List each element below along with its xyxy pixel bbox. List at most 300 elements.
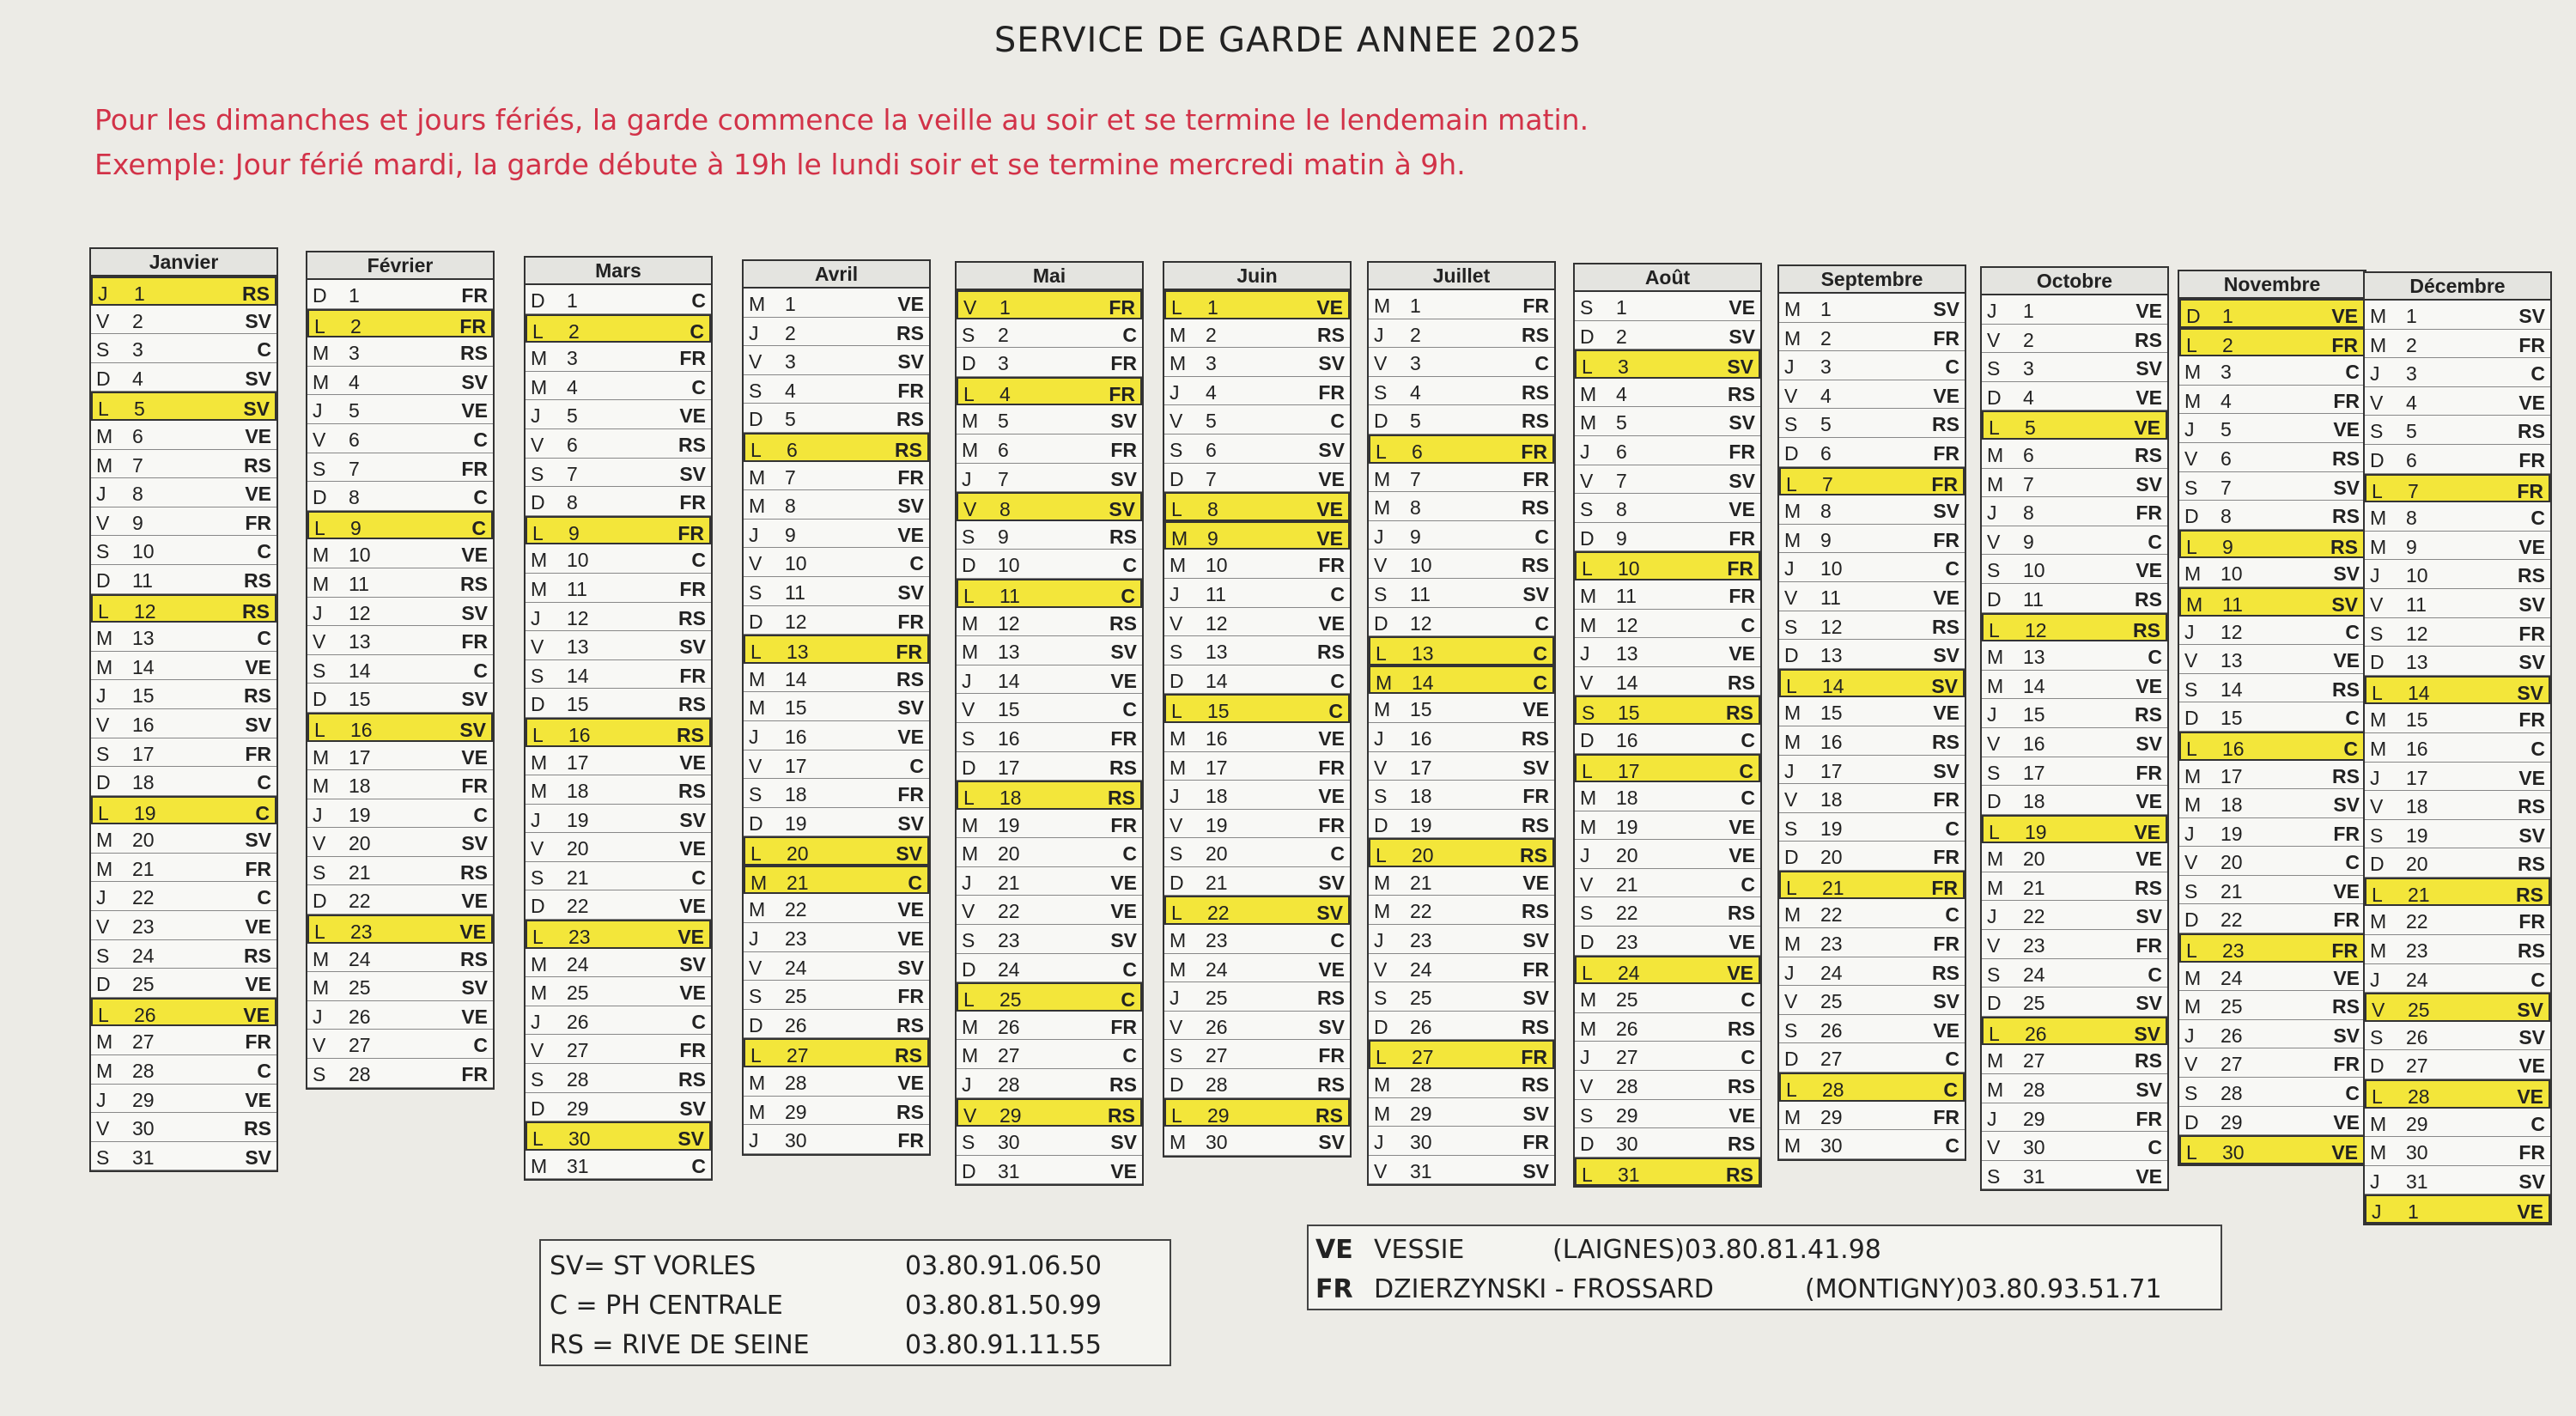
day-row — [1164, 1012, 1350, 1041]
day-row — [2365, 935, 2550, 964]
pharmacy-code: RS — [1522, 726, 1549, 750]
day-row — [1164, 982, 1350, 1012]
day-number: 29 — [2023, 1107, 2045, 1130]
day-number: 19 — [2025, 820, 2047, 843]
pharmacy-code: C — [257, 338, 271, 362]
day-row — [1369, 521, 1554, 550]
weekday: M — [2370, 737, 2387, 760]
weekday: V — [2372, 999, 2385, 1022]
day-row — [2179, 530, 2365, 559]
pharmacy-code: RS — [2518, 853, 2545, 876]
day-row — [91, 392, 276, 421]
weekday: S — [1374, 380, 1388, 404]
weekday: V — [1374, 352, 1388, 375]
weekday: S — [1987, 357, 2001, 380]
weekday: M — [2370, 507, 2387, 530]
weekday: D — [1580, 325, 1595, 348]
day-number: 29 — [567, 1097, 589, 1120]
day-number: 5 — [2025, 416, 2036, 440]
day-number: 26 — [2406, 1025, 2428, 1048]
pharmacy-code: FR — [2518, 622, 2545, 645]
day-number: 12 — [2406, 622, 2428, 645]
pharmacy-code: C — [691, 866, 706, 889]
pharmacy-code: FR — [2136, 761, 2162, 784]
day-number: 4 — [785, 379, 796, 402]
weekday: D — [531, 693, 545, 716]
day-number: 19 — [1616, 815, 1638, 838]
day-row — [307, 337, 493, 367]
pharmacy-code: C — [1534, 352, 1549, 375]
pharmacy-code: FR — [2517, 479, 2543, 502]
pharmacy-code: FR — [1522, 1131, 1549, 1154]
weekday: L — [2372, 883, 2383, 906]
weekday: S — [2184, 879, 2198, 902]
day-row — [957, 319, 1142, 349]
pharmacy-code: C — [1533, 642, 1547, 665]
pharmacy-code: SV — [245, 367, 271, 390]
day-number: 23 — [1820, 933, 1843, 956]
day-row — [1779, 553, 1965, 582]
weekday: V — [1580, 671, 1594, 694]
day-number: 24 — [2023, 963, 2045, 986]
pharmacy-code: FR — [1728, 526, 1755, 550]
day-number: 5 — [349, 399, 360, 422]
day-number: 26 — [2025, 1022, 2047, 1045]
day-number: 1 — [567, 289, 578, 312]
weekday: D — [962, 957, 976, 981]
day-row — [2179, 1020, 2365, 1049]
weekday: M — [1374, 698, 1391, 721]
day-row — [1369, 319, 1554, 349]
weekday: M — [1170, 929, 1187, 952]
pharmacy-code: FR — [1522, 467, 1549, 490]
weekday: V — [531, 433, 544, 456]
weekday: M — [1987, 443, 2004, 466]
day-number: 22 — [2023, 905, 2045, 928]
day-row — [2179, 933, 2365, 963]
day-number: 15 — [1618, 702, 1640, 725]
weekday: L — [98, 398, 109, 421]
pharmacy-code: RS — [1522, 496, 1549, 520]
day-row — [1575, 927, 1760, 956]
weekday: L — [750, 842, 762, 866]
day-row — [91, 334, 276, 363]
weekday: L — [1582, 557, 1593, 580]
pharmacy-code: C — [1945, 817, 1959, 840]
weekday: D — [96, 973, 111, 996]
day-number: 16 — [568, 723, 591, 746]
pharmacy-code: RS — [242, 283, 270, 305]
day-row — [1369, 290, 1554, 319]
day-row — [1982, 555, 2167, 584]
day-row — [2179, 761, 2365, 790]
weekday: L — [750, 1044, 762, 1067]
day-number: 1 — [1820, 298, 1832, 320]
day-row — [2179, 587, 2365, 617]
day-row — [744, 490, 929, 520]
pharmacy-code: VE — [2331, 305, 2358, 327]
weekday: D — [1987, 992, 2002, 1015]
day-number: 19 — [785, 811, 807, 835]
day-row — [1779, 697, 1965, 726]
month-0 — [89, 247, 278, 1172]
day-number: 18 — [999, 787, 1022, 810]
day-number: 22 — [998, 900, 1020, 923]
day-row — [744, 1067, 929, 1097]
weekday: S — [2184, 678, 2198, 701]
pharmacy-code: C — [1945, 1048, 1959, 1071]
weekday: S — [2184, 476, 2198, 499]
pharmacy-code: C — [691, 1010, 706, 1033]
weekday: L — [314, 516, 325, 539]
day-number: 22 — [567, 895, 589, 918]
weekday: J — [1170, 987, 1180, 1010]
weekday: J — [1784, 759, 1795, 782]
weekday: J — [96, 886, 106, 909]
weekday: S — [1374, 987, 1388, 1010]
pharmacy-code: SV — [1933, 298, 1959, 320]
pharmacy-code: VE — [245, 915, 271, 939]
day-number: 5 — [1206, 410, 1217, 433]
weekday: J — [1987, 501, 1997, 525]
pharmacy-code: VE — [897, 293, 924, 315]
weekday: J — [962, 669, 972, 692]
pharmacy-code: FR — [2333, 1053, 2360, 1076]
weekday: V — [96, 713, 110, 736]
weekday: S — [962, 525, 975, 548]
weekday: M — [531, 952, 548, 975]
day-row — [307, 742, 493, 771]
pharmacy-code: SV — [897, 956, 924, 979]
day-row — [1575, 1042, 1760, 1071]
day-number: 13 — [349, 630, 371, 653]
day-number: 10 — [2221, 562, 2243, 586]
weekday: S — [749, 985, 762, 1008]
weekday: L — [1786, 876, 1797, 899]
day-number: 22 — [132, 886, 155, 909]
weekday: D — [531, 491, 545, 514]
weekday: L — [1786, 472, 1797, 495]
weekday: V — [2184, 649, 2198, 672]
day-row — [744, 433, 929, 462]
day-row — [1164, 608, 1350, 637]
day-number: 13 — [998, 641, 1020, 664]
day-row — [1575, 754, 1760, 783]
day-row — [2179, 328, 2365, 357]
day-row — [1575, 523, 1760, 552]
day-number: 8 — [785, 495, 796, 518]
day-number: 23 — [1410, 929, 1432, 952]
pharmacy-code: VE — [2134, 416, 2160, 440]
weekday: D — [962, 1159, 976, 1182]
pharmacy-code: FR — [897, 610, 924, 633]
pharmacy-code: RS — [896, 1100, 924, 1123]
weekday: M — [749, 495, 766, 518]
weekday: S — [1987, 559, 2001, 582]
day-row — [957, 954, 1142, 983]
pharmacy-code: C — [1741, 988, 1755, 1012]
day-number: 30 — [2222, 1141, 2245, 1164]
day-row — [1369, 838, 1554, 867]
day-number: 7 — [567, 462, 578, 485]
day-row — [1982, 497, 2167, 526]
day-number: 29 — [132, 1088, 155, 1111]
day-number: 29 — [1207, 1103, 1230, 1127]
pharmacy-code: SV — [1522, 756, 1549, 779]
day-number: 9 — [2222, 535, 2233, 558]
day-row — [1164, 521, 1350, 550]
day-row — [1779, 525, 1965, 554]
pharmacy-code: SV — [2333, 1024, 2360, 1047]
pharmacy-code: SV — [1318, 1131, 1345, 1154]
pharmacy-code: FR — [897, 379, 924, 402]
weekday: L — [532, 1127, 544, 1151]
day-row — [744, 1038, 929, 1067]
day-number: 14 — [998, 669, 1020, 692]
pharmacy-code: VE — [1728, 642, 1755, 665]
pharmacy-code: RS — [2332, 505, 2360, 528]
pharmacy-code: RS — [678, 433, 706, 456]
pharmacy-code: VE — [1522, 698, 1549, 721]
weekday: D — [1784, 441, 1799, 465]
month-9 — [1980, 266, 2169, 1191]
pharmacy-code: SV — [2136, 992, 2162, 1015]
pharmacy-code: RS — [1317, 641, 1345, 664]
day-number: 11 — [1820, 586, 1841, 609]
weekday: M — [2184, 361, 2202, 384]
day-number: 4 — [2406, 391, 2417, 414]
weekday: D — [2370, 1054, 2385, 1078]
weekday: L — [963, 584, 975, 607]
day-row — [744, 1010, 929, 1039]
weekday: M — [749, 667, 766, 690]
weekday: M — [1170, 957, 1187, 981]
weekday: J — [1170, 785, 1180, 808]
day-number: 30 — [1206, 1131, 1228, 1154]
weekday: M — [1374, 900, 1391, 923]
weekday: S — [1784, 413, 1798, 436]
weekday: M — [96, 627, 113, 650]
weekday: V — [749, 956, 762, 979]
weekday: L — [1171, 296, 1182, 319]
pharmacy-code: SV — [1110, 1131, 1137, 1154]
day-number: 30 — [1616, 1133, 1638, 1156]
day-number: 10 — [1820, 557, 1843, 580]
weekday: D — [1170, 871, 1184, 894]
pharmacy-code: VE — [245, 1088, 271, 1111]
day-row — [1779, 1102, 1965, 1131]
day-row — [91, 796, 276, 825]
day-row — [1164, 838, 1350, 867]
day-row — [744, 289, 929, 318]
pharmacy-code: SV — [2333, 476, 2360, 499]
weekday: M — [531, 347, 548, 370]
day-row — [1779, 726, 1965, 756]
day-number: 1 — [785, 293, 796, 315]
day-row — [1369, 1012, 1554, 1041]
day-number: 6 — [1820, 441, 1832, 465]
day-number: 15 — [2406, 708, 2428, 732]
day-number: 13 — [787, 641, 809, 664]
weekday: M — [1580, 613, 1597, 636]
pharmacy-code: SV — [896, 842, 922, 866]
weekday: M — [2370, 1141, 2387, 1164]
day-number: 19 — [998, 813, 1020, 836]
day-row — [1575, 638, 1760, 667]
day-number: 13 — [2023, 646, 2045, 669]
day-row — [1369, 752, 1554, 781]
weekday: M — [2370, 708, 2387, 732]
weekday: M — [2186, 593, 2203, 616]
weekday: M — [750, 871, 768, 894]
day-number: 15 — [349, 688, 371, 711]
day-number: 17 — [785, 754, 807, 777]
day-number: 2 — [132, 309, 143, 332]
weekday: J — [2184, 1024, 2195, 1047]
weekday: M — [2184, 793, 2202, 817]
day-number: 21 — [998, 871, 1020, 894]
day-row — [1779, 928, 1965, 957]
day-row — [526, 285, 711, 314]
day-number: 8 — [999, 498, 1011, 521]
weekday: L — [532, 723, 544, 746]
pharmacy-code: C — [473, 486, 488, 509]
day-row — [1779, 1130, 1965, 1159]
day-row — [2179, 963, 2365, 992]
day-number: 17 — [567, 751, 589, 774]
day-row — [91, 882, 276, 911]
month-6 — [1367, 261, 1556, 1186]
weekday: D — [1580, 728, 1595, 751]
day-row — [1575, 956, 1760, 985]
day-row — [1779, 351, 1965, 380]
weekday: D — [749, 1013, 763, 1036]
pharmacy-code: FR — [461, 1063, 488, 1086]
weekday: D — [1987, 790, 2002, 813]
day-row — [2365, 906, 2550, 935]
weekday: J — [749, 725, 759, 748]
weekday: V — [1784, 788, 1798, 811]
day-row — [957, 464, 1142, 493]
day-number: 20 — [1820, 846, 1843, 869]
day-row — [2179, 904, 2365, 933]
weekday: M — [2370, 305, 2387, 327]
day-number: 4 — [1820, 384, 1832, 407]
day-number: 16 — [1616, 728, 1638, 751]
day-row — [1779, 380, 1965, 410]
pharmacy-code: RS — [1522, 813, 1549, 836]
pharmacy-code: FR — [1522, 295, 1549, 317]
day-number: 2 — [1616, 325, 1627, 348]
pharmacy-code: FR — [2136, 934, 2162, 957]
weekday: S — [1374, 785, 1388, 808]
day-row — [1369, 925, 1554, 954]
day-row — [1982, 1161, 2167, 1190]
pharmacy-code: RS — [2332, 678, 2360, 701]
day-row — [1982, 1017, 2167, 1046]
pharmacy-code: SV — [1316, 902, 1343, 925]
pharmacy-code: C — [1945, 1134, 1959, 1158]
weekday: D — [1784, 644, 1799, 667]
pharmacy-code: RS — [895, 438, 922, 461]
weekday: D — [1374, 611, 1388, 635]
day-row — [1779, 1073, 1965, 1102]
day-number: 21 — [1206, 871, 1228, 894]
day-row — [2179, 558, 2365, 587]
day-row — [1164, 781, 1350, 810]
legend-phone: 03.80.81.50.99 — [905, 1291, 1103, 1321]
pharmacy-code: C — [909, 754, 924, 777]
day-number: 4 — [2023, 386, 2034, 409]
day-number: 8 — [1820, 500, 1832, 523]
day-number: 17 — [2023, 761, 2045, 784]
pharmacy-code: VE — [245, 483, 271, 506]
pharmacy-code: VE — [245, 424, 271, 447]
weekday: D — [2184, 707, 2199, 730]
day-number: 5 — [2406, 420, 2417, 443]
pharmacy-code: C — [1122, 554, 1137, 577]
day-row — [2365, 301, 2550, 330]
weekday: D — [1987, 386, 2002, 409]
example-note: Exemple: Jour férié mardi, la garde débute à 19h le lundi soir et se termine mercredi matin à 9h. — [94, 148, 1466, 181]
pharmacy-code: VE — [459, 921, 486, 944]
weekday: M — [1170, 1131, 1187, 1154]
pharmacy-code: FR — [1933, 1105, 1959, 1128]
pharmacy-code: VE — [1727, 961, 1753, 984]
day-row — [307, 770, 493, 799]
day-number: 3 — [1820, 356, 1832, 379]
day-number: 25 — [2408, 999, 2430, 1022]
day-row — [2179, 1048, 2365, 1078]
day-number: 22 — [349, 890, 371, 913]
pharmacy-code: VE — [245, 973, 271, 996]
day-row — [2179, 414, 2365, 443]
pharmacy-code: SV — [2333, 793, 2360, 817]
day-number: 20 — [998, 842, 1020, 866]
day-row — [91, 767, 276, 796]
day-row — [526, 603, 711, 632]
day-row — [957, 694, 1142, 723]
weekday: S — [1170, 641, 1183, 664]
day-number: 25 — [567, 981, 589, 1005]
day-row — [1369, 1098, 1554, 1127]
weekday: J — [531, 404, 541, 428]
weekday: V — [1784, 586, 1798, 609]
day-row — [307, 915, 493, 944]
day-number: 10 — [998, 554, 1020, 577]
day-number: 14 — [349, 659, 371, 682]
pharmacy-code: VE — [1728, 296, 1755, 319]
legend-code: VE — [1315, 1235, 1353, 1265]
day-number: 3 — [2023, 357, 2034, 380]
pharmacy-code: C — [1122, 957, 1137, 981]
day-row — [1779, 669, 1965, 698]
pharmacy-code: FR — [2331, 939, 2358, 963]
day-number: 20 — [1412, 844, 1434, 867]
pharmacy-code: RS — [1522, 900, 1549, 923]
pharmacy-code: VE — [461, 544, 488, 567]
day-row — [1164, 319, 1350, 349]
legend-code: RS = RIVE DE SEINE — [550, 1330, 810, 1360]
day-number: 12 — [1410, 611, 1432, 635]
day-row — [526, 805, 711, 834]
day-number: 12 — [1820, 615, 1843, 638]
pharmacy-code: VE — [2518, 1054, 2545, 1078]
day-number: 3 — [132, 338, 143, 362]
day-number: 25 — [349, 976, 371, 1000]
weekday: L — [2372, 681, 2383, 704]
weekday: J — [531, 808, 541, 831]
